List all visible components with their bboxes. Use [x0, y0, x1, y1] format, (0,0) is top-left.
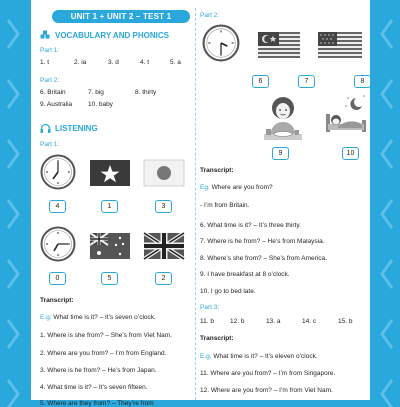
transcript-line: 9. I have breakfast at 8 o’clock. — [200, 271, 290, 278]
test-title: UNIT 1 + UNIT 2 – TEST 1 — [52, 10, 190, 23]
background-chevrons-right — [372, 0, 396, 400]
transcript-line: 2. Where are you from? – I’m from England. — [40, 350, 167, 357]
malaysia-flag-picture — [258, 32, 300, 58]
part3-answer: 12. b — [230, 318, 245, 325]
listening-part1-label: Part 1: — [40, 141, 60, 148]
vocab-part1-answer: 2. ia — [74, 59, 87, 66]
transcript-line: 6. What time is it? – It’s three thirty. — [200, 222, 301, 229]
vocabulary-heading — [40, 30, 169, 41]
usa-flag-picture — [318, 32, 362, 58]
vocab-part2-label: Part 2: — [40, 77, 60, 84]
background-chevrons-left — [4, 0, 28, 400]
transcript-line: 10. I go to bed late. — [200, 288, 256, 295]
headphones-icon — [40, 123, 51, 134]
vocab-part1-answer: 1. t — [40, 59, 50, 66]
right-column — [200, 0, 364, 400]
girl-breakfast-picture — [262, 92, 304, 144]
transcript-title: Transcript: — [40, 297, 74, 304]
vocabulary-heading-text: VOCABULARY AND PHONICS — [55, 31, 169, 40]
boy-sleeping-picture — [324, 92, 368, 138]
answer-box: 7 — [298, 75, 315, 88]
japan-flag-picture — [144, 160, 184, 186]
transcript-line: 7. Where is he from? – He’s from Malaysia. — [200, 238, 325, 245]
transcript-line: E.g: What time is it? – It’s seven o’clock. — [40, 314, 156, 321]
transcript-line: - I’m from Britain. — [200, 202, 250, 209]
clock-seven-picture — [40, 154, 76, 190]
vocab-part2-answer: 9. Australia — [40, 101, 73, 108]
transcript-title: Transcript: — [200, 167, 234, 174]
transcript-line: 5. Where are they from? – They’re from — [40, 400, 154, 407]
clock-seven-fifteen-picture — [40, 226, 76, 262]
vocab-part1-answer: 3. d — [108, 59, 119, 66]
part3-answer: 11. b — [200, 318, 214, 325]
listening-heading-text: LISTENING — [55, 124, 98, 133]
transcript-line: 4. What time is it? – It’s seven fifteen. — [40, 384, 148, 391]
vocab-part2-answer: 10. baby — [88, 101, 113, 108]
answer-box: 2 — [155, 272, 172, 285]
australia-flag-picture — [90, 233, 130, 259]
vocab-part2-answer: 8. thirty — [135, 89, 157, 96]
listening-part3-label: Part 3: — [200, 304, 220, 311]
answer-box: 8 — [354, 75, 371, 88]
abc-blocks-icon — [40, 30, 51, 41]
answer-box: 0 — [49, 272, 66, 285]
transcript-line: 8. Where’s she from? – She’s from America. — [200, 255, 327, 262]
transcript-line: 1. Where is she from? – She’s from Viet Nam. — [40, 332, 172, 339]
part3-answer: 14. c — [302, 318, 317, 325]
listening-part2-label: Part 2: — [200, 12, 220, 19]
transcript-line: 11. Where are you from? – I’m from Singapore. — [200, 370, 336, 377]
answer-box: 6 — [252, 75, 269, 88]
listening-heading — [40, 123, 98, 134]
answer-box: 4 — [49, 200, 66, 213]
answer-box: 9 — [272, 147, 289, 160]
part3-answer: 15. b — [338, 318, 353, 325]
transcript-line: E.g. What time is it? – It’s eleven o’clock. — [200, 353, 318, 360]
clock-three-thirty-picture — [202, 24, 240, 62]
transcript-line: 3. Where is he from? – He’s from Japan. — [40, 367, 157, 374]
vocab-part1-answer: 4. t — [140, 59, 150, 66]
answer-box: 5 — [101, 272, 118, 285]
left-column — [40, 0, 192, 407]
answer-key-page — [31, 0, 370, 407]
part3-answer: 13. a — [266, 318, 281, 325]
vocab-part1-answer: 5. a — [170, 59, 181, 66]
answer-box: 3 — [155, 200, 172, 213]
vocab-part2-answer: 7. big — [88, 89, 104, 96]
answer-box: 1 — [101, 200, 118, 213]
vocab-part2-answer: 6. Britain — [40, 89, 66, 96]
column-divider — [195, 8, 196, 400]
transcript-title: Transcript: — [200, 335, 234, 342]
transcript-line: Eg. Where are you from? — [200, 184, 273, 191]
vietnam-flag-picture — [90, 160, 130, 186]
vocab-part1-label: Part 1: — [40, 47, 60, 54]
transcript-line: 12. Where are you from? – I’m from Viet Nam. — [200, 387, 333, 394]
answer-box: 10 — [342, 147, 359, 160]
england-flag-picture — [144, 233, 184, 259]
